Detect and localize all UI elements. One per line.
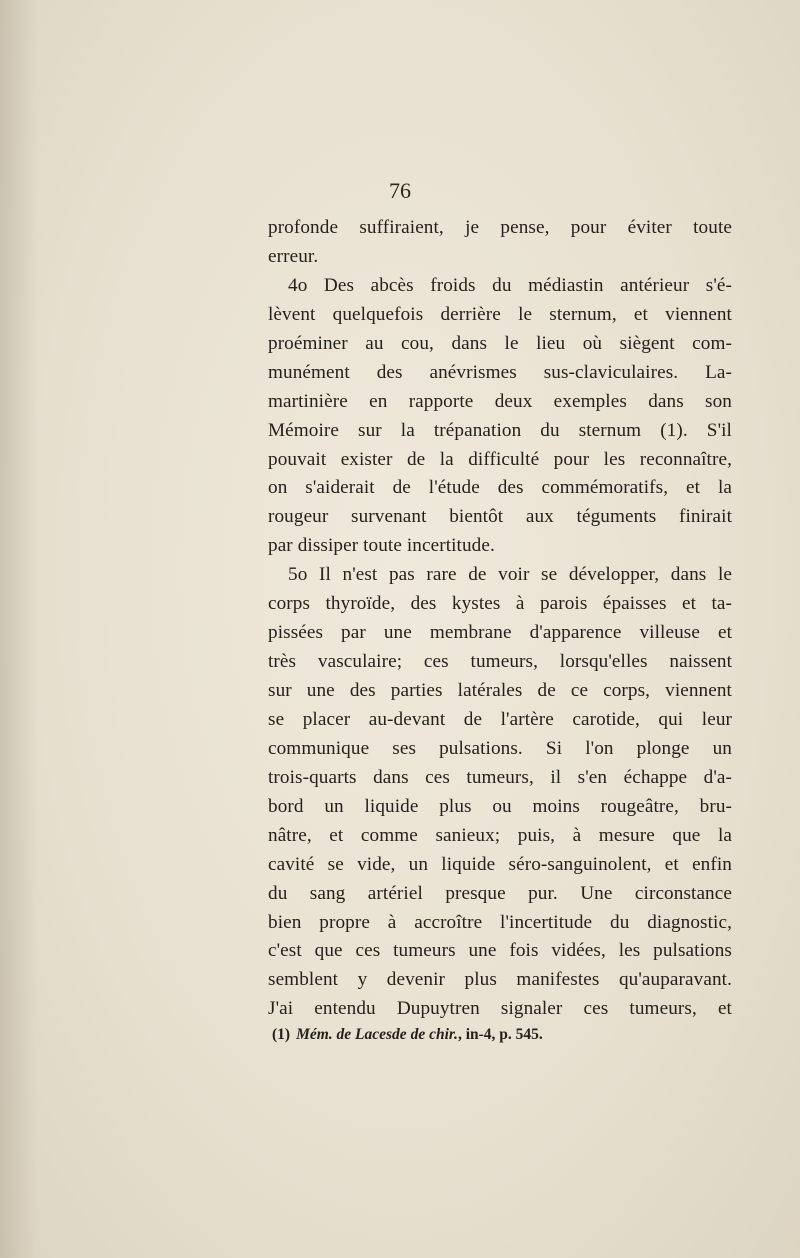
text-line: communique ses pulsations. Si l'on plonge un [268, 737, 732, 759]
text-line: bien propre à accroître l'incertitude du diagnostic, [268, 911, 732, 933]
text-line: munément des anévrismes sus-claviculaires. La- [268, 361, 732, 383]
text-line: pissées par une membrane d'apparence villeuse et [268, 622, 732, 644]
page-number: 76 [389, 178, 411, 203]
text-line: J'ai entendu Dupuytren signaler ces tumeurs, et [268, 998, 732, 1020]
text-line: cavité se vide, un liquide séro-sanguinolent, et enfin [268, 853, 732, 875]
text-line: 4o Des abcès froids du médiastin antérieur s'é- [288, 274, 732, 296]
text-line: corps thyroïde, des kystes à parois épaisses et ta- [268, 593, 732, 615]
text-line: martinière en rapporte deux exemples dans son [268, 390, 732, 412]
text-line: sur une des parties latérales de ce corps, viennent [268, 680, 732, 701]
text-line: nâtre, et comme sanieux; puis, à mesure que la [268, 824, 732, 846]
text-line: profonde suffiraient, je pense, pour éviter toute [268, 217, 732, 238]
text-line: on s'aiderait de l'étude des commémoratifs, et la [268, 477, 732, 499]
text-line: 5o Il n'est pas rare de voir se développer, dans le [288, 564, 732, 586]
text-line: erreur. [268, 245, 319, 267]
text-line: Mémoire sur la trépanation du sternum (1). S'il [268, 419, 732, 441]
text-line: c'est que ces tumeurs une fois vidées, les pulsations [268, 940, 732, 962]
text-line: proéminer au cou, dans le lieu où siègent com- [268, 332, 732, 354]
text-line: très vasculaire; ces tumeurs, lorsqu'elles naissent [268, 651, 732, 673]
body-text [268, 214, 732, 1024]
text-line: trois-quarts dans ces tumeurs, il s'en échappe d'a- [268, 766, 732, 788]
text-line: se placer au-devant de l'artère carotide, qui leur [268, 708, 732, 730]
text-line: rougeur survenant bientôt aux téguments finirait [268, 506, 732, 528]
footnote-source: Mém. de Lacesde de chir. [296, 1026, 458, 1043]
text-line: lèvent quelquefois derrière le sternum, et viennent [268, 303, 732, 325]
text-line: du sang artériel presque pur. Une circonstance [268, 882, 732, 904]
footnote-detail: , in-4, p. 545. [457, 1026, 543, 1043]
text-line: pouvait exister de la difficulté pour les reconnaître, [268, 448, 732, 470]
text-line: semblent y devenir plus manifestes qu'auparavant. [268, 969, 732, 991]
text-line: bord un liquide plus ou moins rougeâtre, bru- [268, 795, 732, 817]
footnote [272, 1026, 732, 1044]
footnote-marker: (1) [272, 1026, 291, 1043]
text-line: par dissiper toute incertitude. [268, 535, 495, 557]
